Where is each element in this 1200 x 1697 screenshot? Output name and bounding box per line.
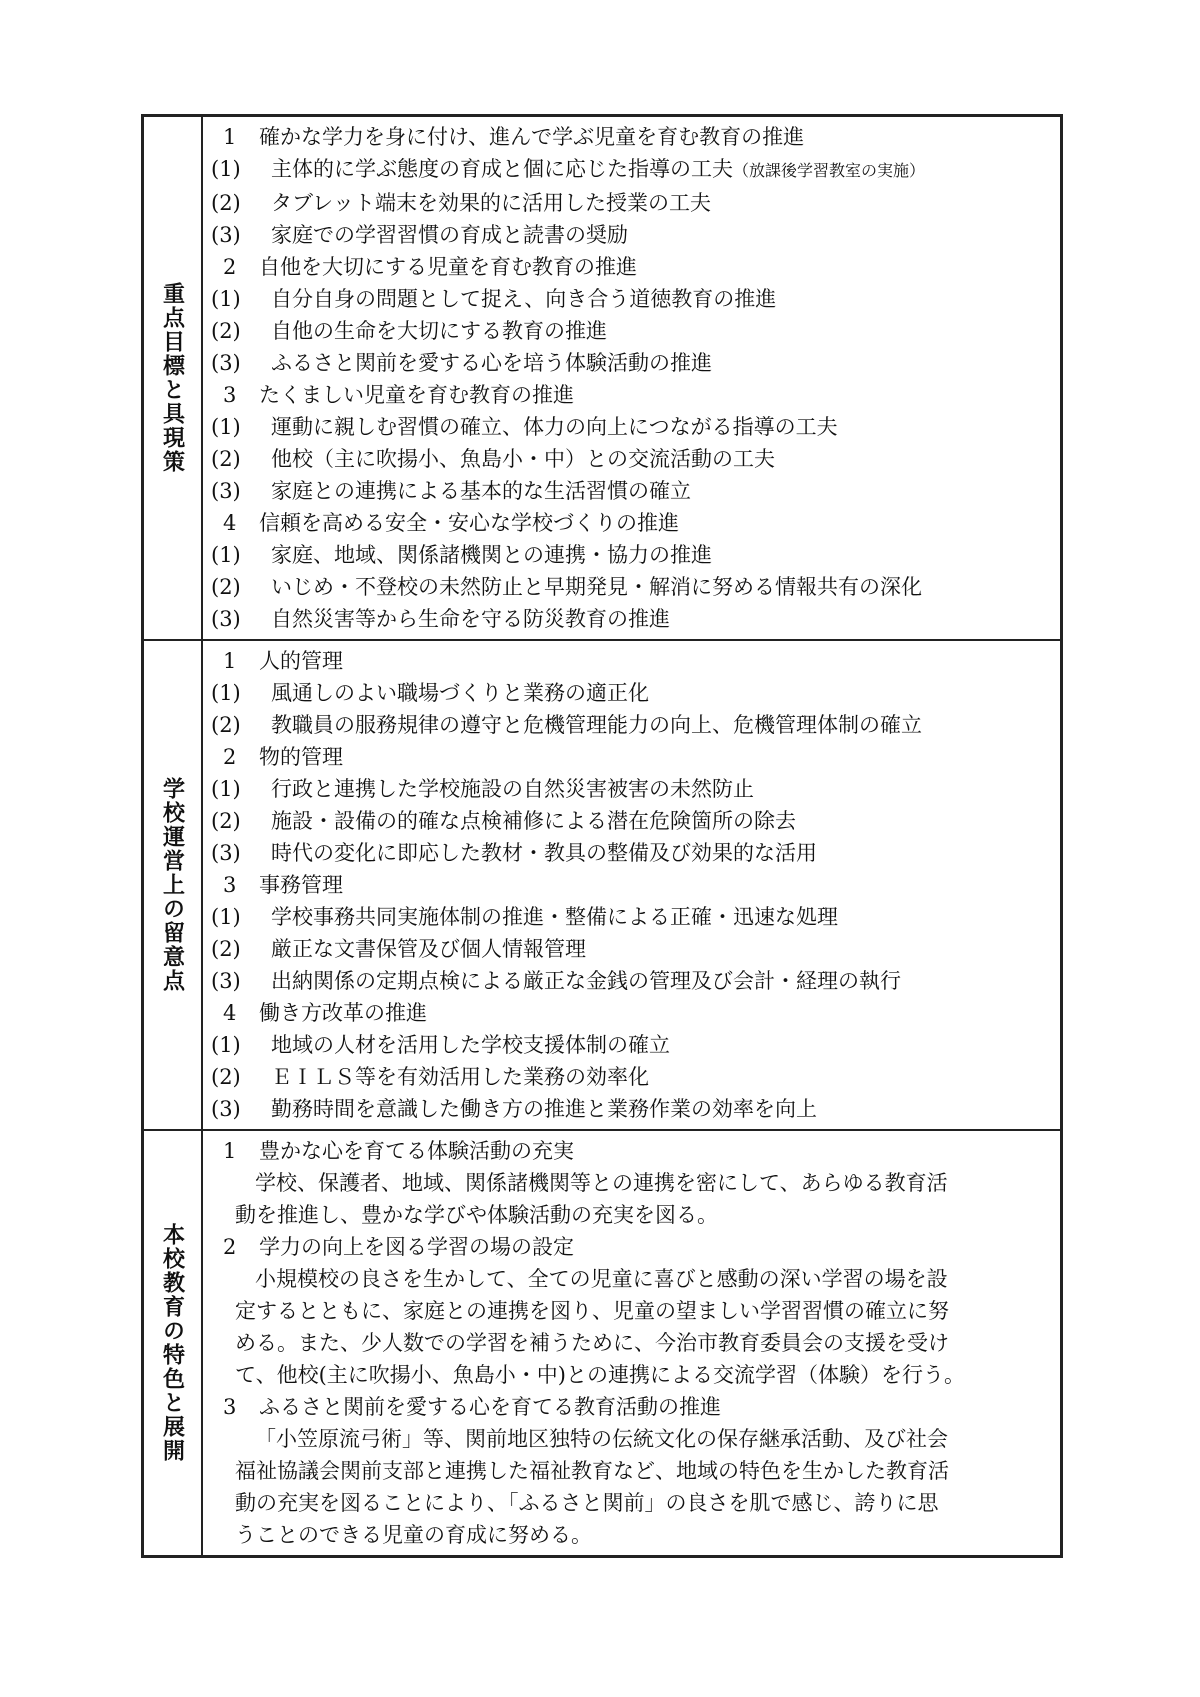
paragraph-line: うことのできる児童の育成に努める。 [235, 1523, 592, 1547]
sub-item: (1) 風通しのよい職場づくりと業務の適正化 [211, 681, 649, 705]
paragraph-line: 定するとともに、家庭との連携を図り、児童の望ましい学習習慣の確立に努 [235, 1299, 949, 1323]
sub-item: (3) ふるさと関前を愛する心を培う体験活動の推進 [211, 351, 712, 375]
paragraph-line: める。また、少人数での学習を補うために、今治市教育委員会の支援を受け [235, 1331, 949, 1355]
sub-item: (1) 学校事務共同実施体制の推進・整備による正確・迅速な処理 [211, 905, 838, 929]
heading-item: 3 たくましい児童を育む教育の推進 [223, 383, 574, 407]
paragraph-line: 動の充実を図ることにより、「ふるさと関前」の良さを肌で感じ、誇りに思 [235, 1491, 939, 1515]
section-content [203, 641, 1060, 1129]
heading-item: 4 信頼を高める安全・安心な学校づくりの推進 [223, 511, 679, 535]
heading-item: 2 自他を大切にする児童を育む教育の推進 [223, 255, 637, 279]
item-note: （放課後学習教室の実施） [733, 161, 926, 180]
heading-item: 4 働き方改革の推進 [223, 1001, 427, 1025]
sub-item: (1) 地域の人材を活用した学校支援体制の確立 [211, 1033, 670, 1057]
paragraph-line: 学校、保護者、地域、関係諸機関等との連携を密にして、あらゆる教育活 [255, 1171, 948, 1195]
sub-item: (2) いじめ・不登校の未然防止と早期発見・解消に努める情報共有の深化 [211, 575, 922, 599]
paragraph-line: 動を推進し、豊かな学びや体験活動の充実を図る。 [235, 1203, 718, 1227]
sub-item: (1) 行政と連携した学校施設の自然災害被害の未然防止 [211, 777, 754, 801]
section-label: 学校運営上の留意点 [144, 641, 203, 1129]
section-content [203, 117, 1060, 639]
sub-item: (2) 教職員の服務規律の遵守と危機管理能力の向上、危機管理体制の確立 [211, 713, 922, 737]
section-content [203, 1131, 1060, 1555]
sub-item: (2) 厳正な文書保管及び個人情報管理 [211, 937, 586, 961]
paragraph-line: て、他校(主に吹揚小、魚島小・中)との連携による交流学習（体験）を行う。 [235, 1363, 965, 1387]
sub-item: (2) ＥＩＬＳ等を有効活用した業務の効率化 [211, 1065, 649, 1089]
section-goals [144, 117, 1060, 639]
sub-item: (2) タブレット端末を効果的に活用した授業の工夫 [211, 191, 711, 215]
sub-item: (3) 家庭との連携による基本的な生活習慣の確立 [211, 479, 691, 503]
heading-item: 2 学力の向上を図る学習の場の設定 [223, 1235, 574, 1259]
sub-item: (3) 自然災害等から生命を守る防災教育の推進 [211, 607, 670, 631]
sub-item: (2) 施設・設備の的確な点検補修による潜在危険箇所の除去 [211, 809, 796, 833]
section-label: 本校教育の特色と展開 [144, 1131, 203, 1555]
heading-item: 3 事務管理 [223, 873, 343, 897]
heading-item: 1 確かな学力を身に付け、進んで学ぶ児童を育む教育の推進 [223, 125, 805, 149]
heading-item: 1 豊かな心を育てる体験活動の充実 [223, 1139, 574, 1163]
sub-item: (1) 家庭、地域、関係諸機関との連携・協力の推進 [211, 543, 712, 567]
section-management [144, 639, 1060, 1129]
paragraph-line: 小規模校の良さを生かして、全ての児童に喜びと感動の深い学習の場を設 [255, 1267, 948, 1291]
paragraph-line: 福祉協議会関前支部と連携した福祉教育など、地域の特色を生かした教育活 [235, 1459, 949, 1483]
sub-item: (1) 運動に親しむ習慣の確立、体力の向上につながる指導の工夫 [211, 415, 838, 439]
sub-item: (3) 家庭での学習習慣の育成と読書の奨励 [211, 223, 628, 247]
section-label: 重点目標と具現策 [144, 117, 203, 639]
sub-item: (3) 時代の変化に即応した教材・教具の整備及び効果的な活用 [211, 841, 817, 865]
sub-item: (1) 主体的に学ぶ態度の育成と個に応じた指導の工夫（放課後学習教室の実施） [211, 157, 926, 181]
sub-item: (3) 出納関係の定期点検による厳正な金銭の管理及び会計・経理の執行 [211, 969, 901, 993]
heading-item: 1 人的管理 [223, 649, 343, 673]
heading-item: 2 物的管理 [223, 745, 343, 769]
heading-item: 3 ふるさと関前を愛する心を育てる教育活動の推進 [223, 1395, 721, 1419]
sub-item: (3) 勤務時間を意識した働き方の推進と業務作業の効率を向上 [211, 1097, 817, 1121]
sub-item: (2) 他校（主に吹揚小、魚島小・中）との交流活動の工夫 [211, 447, 775, 471]
sub-item: (2) 自他の生命を大切にする教育の推進 [211, 319, 607, 343]
sub-item: (1) 自分自身の問題として捉え、向き合う道徳教育の推進 [211, 287, 777, 311]
plan-table [141, 114, 1063, 1558]
section-features [144, 1129, 1060, 1555]
paragraph-line: 「小笠原流弓術」等、関前地区独特の伝統文化の保存継承活動、及び社会 [255, 1427, 948, 1451]
